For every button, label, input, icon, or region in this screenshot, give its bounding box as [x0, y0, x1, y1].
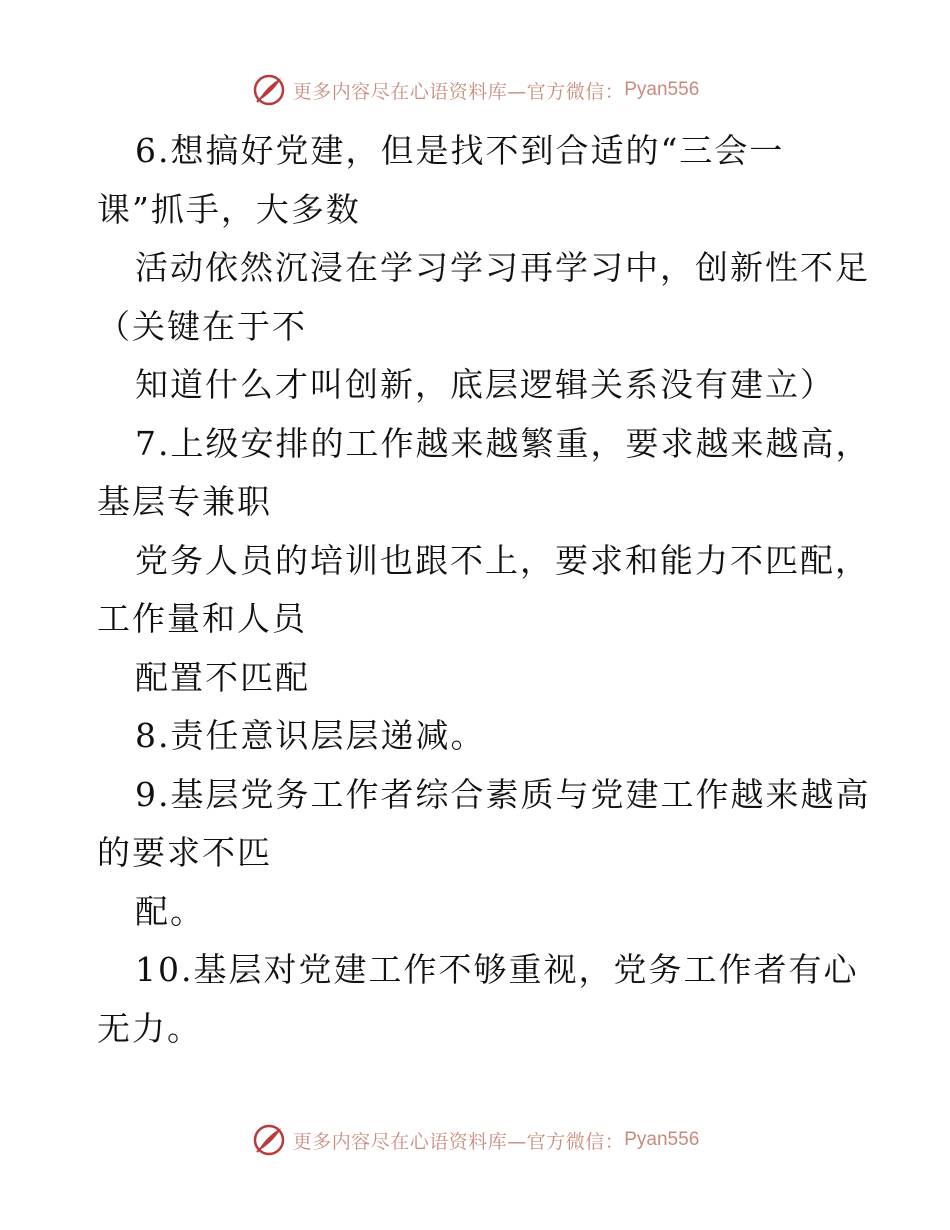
text-line: 7.上级安排的工作越来越繁重，要求越来越高，	[135, 423, 871, 463]
text-line: 配。	[135, 891, 205, 931]
text-line: 党务人员的培训也跟不上，要求和能力不匹配，	[135, 540, 870, 580]
text-line: 无力。	[97, 1008, 202, 1048]
text-line: 活动依然沉浸在学习学习再学习中，创新性不足	[135, 248, 870, 287]
banner-text: 更多内容尽在心语资料库—官方微信：	[292, 80, 625, 103]
text-line: 工作量和人员	[97, 599, 307, 638]
text-line: 配置不匹配	[135, 657, 310, 697]
quill-pen-logo-icon	[251, 72, 287, 108]
document-body	[97, 122, 871, 1058]
text-line: 课”抓手，大多数	[97, 189, 361, 229]
banner-handle: Pyan556	[624, 79, 700, 100]
footer-banner	[0, 1120, 950, 1160]
text-line: （关键在于不	[97, 306, 307, 346]
text-line: 8.责任意识层层递减。	[135, 716, 486, 755]
text-line: 基层专兼职	[97, 482, 272, 521]
text-line: 的要求不匹	[97, 833, 272, 872]
text-line: 10.基层对党建工作不够重视，党务工作者有心	[135, 950, 859, 989]
text-line: 9.基层党务工作者综合素质与党建工作越来越高	[135, 774, 871, 814]
header-banner	[0, 70, 950, 110]
banner-handle: Pyan556	[624, 1129, 700, 1150]
quill-pen-logo-icon	[251, 1122, 287, 1158]
text-line: 6.想搞好党建，但是找不到合适的“三会一	[135, 131, 785, 170]
banner-text: 更多内容尽在心语资料库—官方微信：	[292, 1130, 625, 1153]
text-line: 知道什么才叫创新，底层逻辑关系没有建立）	[135, 365, 835, 404]
